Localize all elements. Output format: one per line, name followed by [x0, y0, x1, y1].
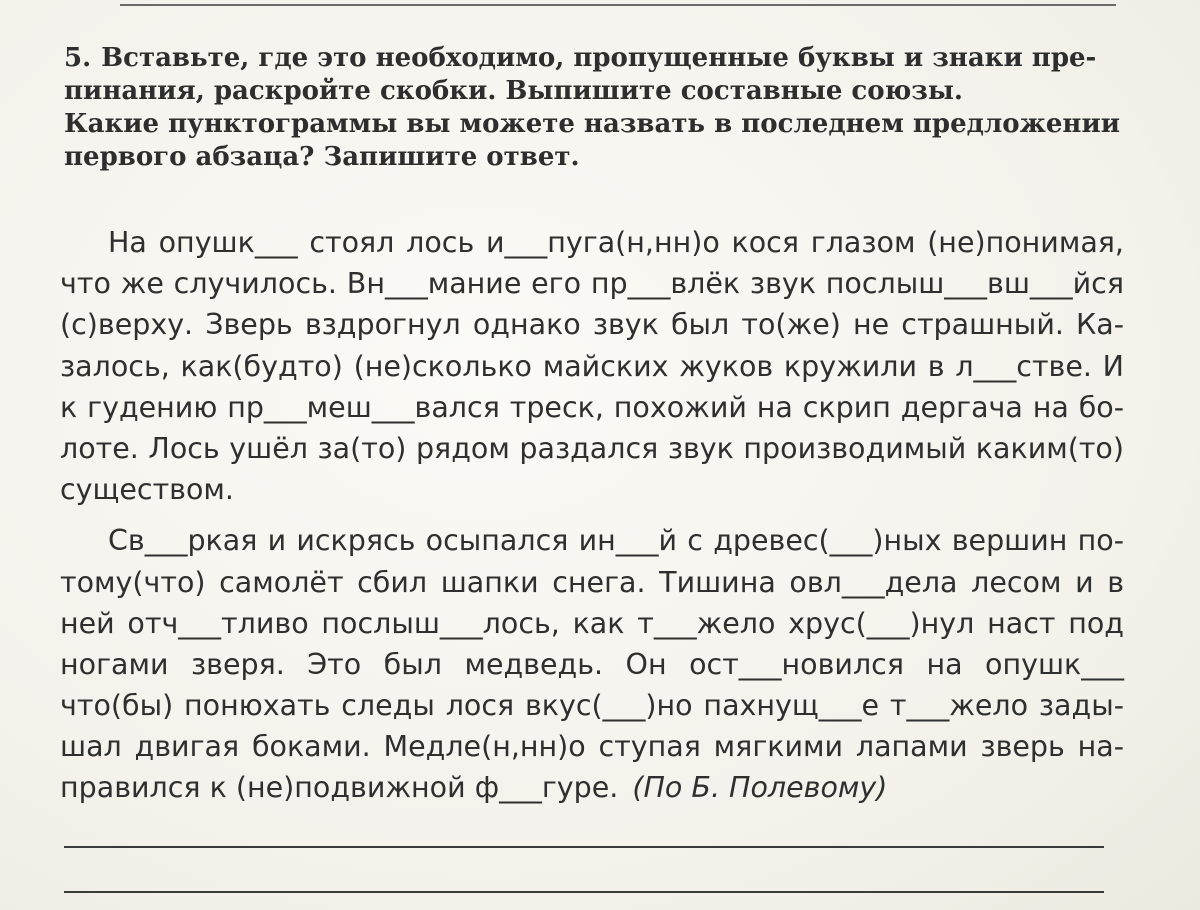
paragraph2-line: тому(что) самолёт сбил шапки снега. Тишина овл___дела лесом и в: [60, 565, 1124, 599]
exercise-text: [60, 222, 1124, 809]
paragraph2-last-line: [60, 767, 1124, 808]
paragraph2-line: Св___ркая и искрясь осыпался ин___й с древес(___)ных вершин по-: [108, 524, 1124, 558]
author-attribution: (По Б. Полевому): [632, 771, 888, 805]
paragraph2-line: шал двигая боками. Медле(н,нн)о ступая мягкими лапами зверь на-: [60, 730, 1124, 764]
paragraph1-line: На опушк___ стоял лось и___пуга(н,нн)о кося глазом (не)понимая,: [108, 226, 1124, 259]
task-line-1-text: Вставьте, где это необходимо, пропущенные буквы и знаки пре-: [101, 43, 1097, 73]
paragraph1-line: что же случилось. Вн___мание его пр___влёк звук послыш___вш___йся: [60, 267, 1124, 301]
task-line-3: Какие пунктограммы вы можете назвать в последнем предложении: [64, 109, 1121, 139]
paragraph2-line: что(бы) понюхать следы лося вкус(___)но пахнущ___е т___жело зады-: [60, 689, 1124, 723]
top-answer-line: [120, 4, 1116, 6]
task-number: 5.: [64, 43, 92, 73]
paragraph1-line: лоте. Лось ушёл за(то) рядом раздался звук производимый каким(то): [60, 431, 1124, 465]
paragraph2-line: ногами зверя. Это был медведь. Он ост___новился на опушк___: [60, 647, 1124, 681]
paragraph1-line: существом.: [60, 473, 234, 507]
paragraph1-line: (с)верху. Зверь вздрогнул однако звук был то(же) не страшный. Ка-: [60, 308, 1124, 342]
task-line-2: пинания, раскройте скобки. Выпишите составные союзы.: [64, 76, 963, 106]
answer-line-1[interactable]: [64, 846, 1104, 848]
answer-line-2[interactable]: [64, 891, 1104, 893]
paragraph2-line: ней отч___тливо послыш___лось, как т___жело хрус(___)нул наст под: [60, 606, 1124, 640]
paragraph2-last-text: правился к (не)подвижной ф___гуре.: [60, 771, 619, 805]
task-line-1: [64, 42, 1134, 75]
task-instructions: [64, 42, 1134, 174]
task-line-4: первого абзаца? Запишите ответ.: [64, 142, 580, 172]
paragraph1-line: залось, как(будто) (не)сколько майских жуков кружили в л___стве. И: [60, 349, 1124, 383]
paragraph1-line: к гудению пр___меш___вался треск, похожий на скрип дергача на бо-: [60, 390, 1124, 424]
paragraph-gap: [60, 510, 1124, 520]
